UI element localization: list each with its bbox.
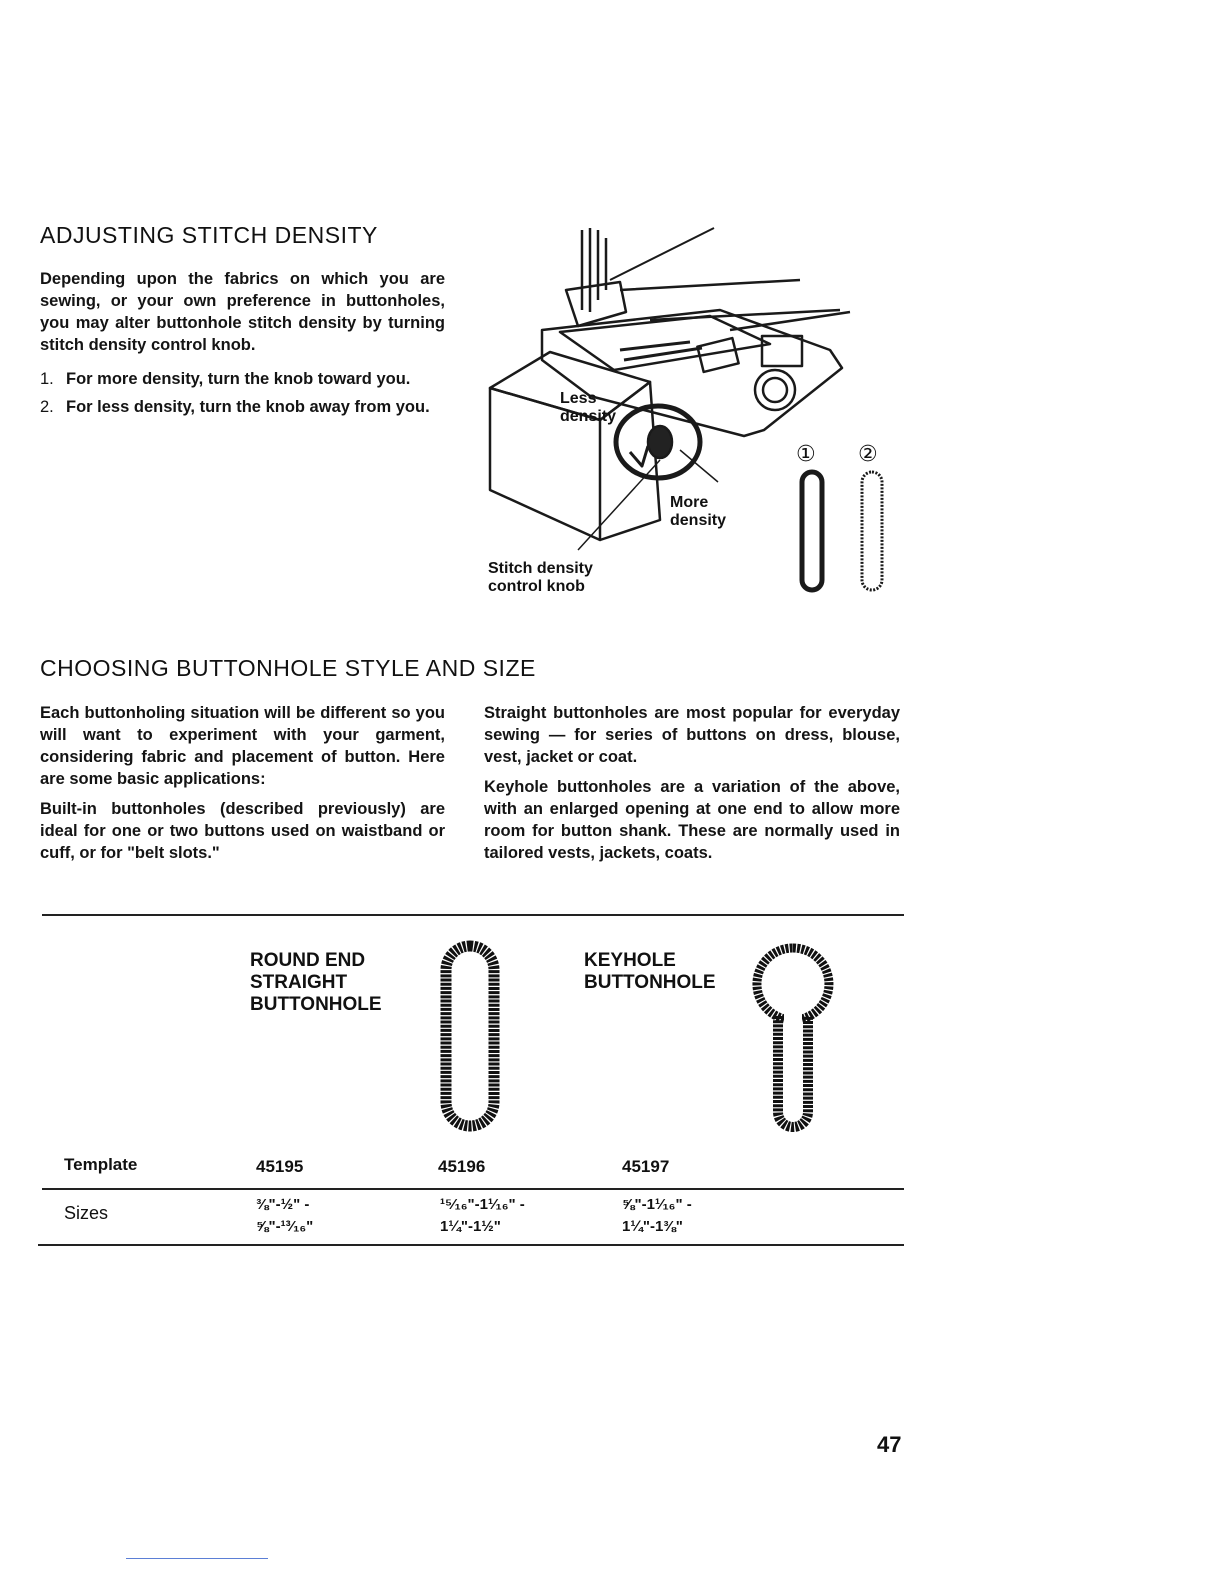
buttonhole-sample-2 [862, 472, 882, 590]
buttonhole-sample-1 [802, 472, 822, 590]
sewing-machine-illustration [470, 220, 910, 610]
less-density-label: Less density [560, 390, 617, 425]
buttonhole-col-2 [484, 702, 900, 872]
template-row-rule [42, 1188, 904, 1190]
stitch-density-body [40, 268, 445, 424]
presser-foot [566, 282, 626, 326]
needle-bar [582, 228, 606, 312]
buttonhole-col-1 [40, 702, 445, 872]
built-in-text: (described previously) are ideal for one or two buttons used on waistband or cuff, or for "belt slots." [40, 800, 445, 862]
sizes-cell-1: ⅜"-½" - ⅝"-¹³⁄₁₆" [256, 1196, 314, 1235]
template-cell-1: 45195 [256, 1157, 304, 1176]
sizes-cell-3: ⅝"-1¹⁄₁₆" - 1¼"-1⅜" [622, 1196, 692, 1235]
buttonhole-intro: Each buttonholing situation will be different so you will want to experiment with your garment, considering fabric and placement of button. Here are some basic applications: [40, 704, 445, 788]
density-step-2 [40, 396, 445, 418]
template-cell-3: 45197 [622, 1157, 670, 1176]
round-end-title: ROUND END STRAIGHT BUTTONHOLE [250, 950, 382, 1015]
more-density-label: More density [670, 494, 727, 529]
section-title-stitch-density: ADJUSTING STITCH DENSITY [40, 222, 378, 248]
straight-text: are most popular for everyday sewing — for series of buttons on dress, blouse, vest, jacket or coat. [484, 704, 900, 766]
dial [755, 370, 795, 410]
section-title-buttonhole-style: CHOOSING BUTTONHOLE STYLE AND SIZE [40, 655, 536, 681]
page-number: 47 [877, 1432, 902, 1457]
template-row-label: Template [64, 1155, 138, 1174]
template-cell-2: 45196 [438, 1157, 486, 1176]
sizes-cell-2: ¹⁵⁄₁₆"-1¹⁄₁₆" - 1¼"-1½" [440, 1196, 525, 1235]
marker-2: ② [858, 441, 878, 466]
keyhole-paragraph [484, 776, 900, 864]
keyhole-lead: Keyhole buttonholes [484, 778, 652, 796]
sizes-row-label: Sizes [64, 1203, 109, 1223]
marker-1: ① [796, 441, 816, 466]
built-in-lead: Built-in buttonholes [40, 800, 206, 818]
built-in-paragraph [40, 798, 445, 864]
step-number: 2. [40, 398, 54, 416]
keyhole-buttonhole-icon [748, 942, 838, 1142]
table-bottom-rule [38, 1244, 904, 1246]
keyhole-text: are a variation of the above, with an enlarged opening at one end to allow more room for button shank. These are normally used in tailored vests, jackets, coats. [484, 778, 901, 862]
step-number: 1. [40, 370, 54, 388]
straight-paragraph [484, 702, 900, 768]
step-text: For less density, turn the knob away from you. [66, 398, 430, 416]
round-end-buttonhole-icon [436, 940, 506, 1140]
footer-blue-line [126, 1558, 268, 1559]
keyhole-title: KEYHOLE BUTTONHOLE [584, 950, 716, 993]
density-step-1 [40, 368, 445, 390]
stitch-density-intro: Depending upon the fabrics on which you are sewing, or your own preference in buttonholes, you may alter buttonhole stitch density by turning stitch density control knob. [40, 270, 445, 354]
table-top-rule [42, 914, 904, 916]
stitch-density-knob-label: Stitch density control knob [488, 560, 593, 595]
step-text: For more density, turn the knob toward you. [66, 370, 411, 388]
density-steps-list [40, 368, 445, 418]
straight-lead: Straight buttonholes [484, 704, 648, 722]
